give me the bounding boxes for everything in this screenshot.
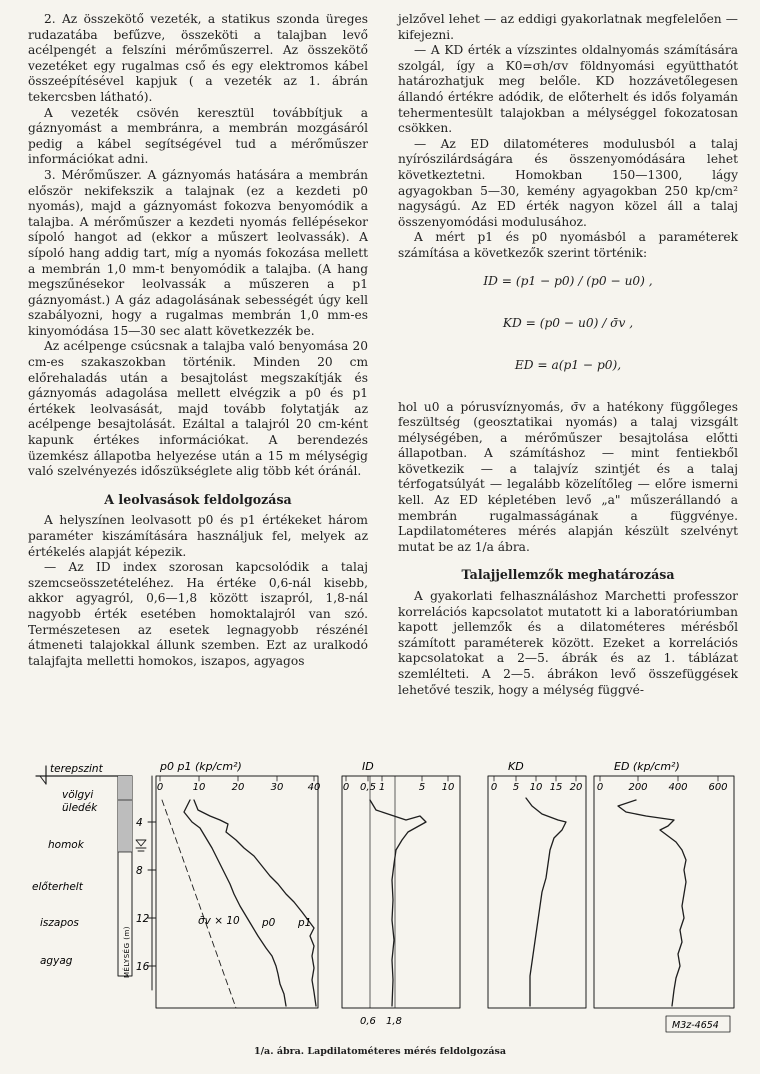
axis-tick-label: 15: [549, 782, 563, 793]
id-bottom-label: 0,6: [360, 1016, 376, 1027]
depth-tick-label: 16: [136, 961, 150, 973]
formula-kd: KD = (p0 − u0) / σ̄v ,: [502, 315, 634, 330]
panel-p0-p1: [156, 760, 320, 1008]
kd-curve: [526, 798, 566, 1006]
soil-label: előterhelt: [32, 881, 83, 893]
p1-curve: [194, 800, 316, 1006]
axis-tick-label: 200: [628, 782, 648, 793]
panel-header: ED (kp/cm²): [614, 760, 680, 773]
axis-tick-label: 10: [529, 782, 543, 793]
depth-tick-label: 4: [136, 817, 143, 829]
depth-axis-label: MÉLYSÉG (m): [123, 925, 131, 978]
paragraph: A gyakorlati felhasználáshoz Marchetti professzor korrelációs kapcsolatot mutatott ki a laboratóriumban kapott jellemzők és a dilatométeres mérésből számított paraméterek között. Ezeket a korrelációs kapcsolatokat a 2—5. ábrák és az 1. táblázat szemlélteti. A 2—5. ábrákon levő összefüggések lehetővé teszik, hogy a mélység függvé-: [398, 589, 738, 697]
ed-curve: [618, 800, 686, 1006]
paragraph: 3. Mérőműszer. A gáznyomás hatására a membrán először nekifekszik a talajnak (ez a kezdeti p0 nyomás), majd a gáznyomást fokozva benyomódik a talajba. A mérőműszer a kezdeti nyomás fellépésekor sípoló hangot ad (ekkor a műszert leolvassák). A sípoló hang addig tart, míg a nyomás fokozása mellett a membrán 1,0 mm-t benyomódik a talajba. (A hang megszűnésekor leolvassák a műszeren a p1 gáznyomást.) A gáz adagolásának sebességét úgy kell szabályozni, hogy a rugalmas membrán 1,0 mm-es kinyomódása 15—30 sec alatt következzék be.: [28, 167, 368, 338]
paragraph: — Az ID index szorosan kapcsolódik a talaj szemcseösszetételéhez. Ha értéke 0,6-nál kisebb, akkor agyagról, 0,6—1,8 között iszapról, 1,8-nál nagyobb érték esetében homoktalajról van szó. Természetesen az esetek legnagyobb részénél átmeneti talajokkal állunk szemben. Ezt az uralkodó talajfajta melletti homokos, iszapos, agyagos: [28, 560, 368, 668]
id-bottom-label: 1,8: [386, 1016, 402, 1027]
axis-tick-label: 30: [270, 782, 284, 793]
panel-kd: [488, 760, 586, 1008]
figure-caption: 1/a. ábra. Lapdilatométeres mérés feldolgozása: [253, 1046, 507, 1057]
depth-tick-label: 12: [136, 913, 150, 925]
axis-tick-label: 1: [378, 782, 386, 793]
panel-id: [342, 760, 460, 1027]
formula-ed: ED = a(p1 − p0),: [514, 357, 622, 372]
paragraph: jelzővel lehet — az eddigi gyakorlatnak megfelelően — kifejezni.: [398, 12, 738, 42]
paragraph: — Az ED dilatométeres modulusból a talaj nyírószilárdságára és összenyomódására lehet következtetni. Homokban 150—1300, lágy agyagokban 5—30, kemény agyagokban 250 kp/cm² nagyságú. Az ED érték nagyon közel áll a talaj összenyomódási modulusához.: [398, 136, 738, 229]
axis-tick-label: 600: [708, 782, 728, 793]
axis-tick-label: 10: [441, 782, 455, 793]
paragraph: A vezeték csövén keresztül továbbítjuk a gáznyomást a membránra, a membrán mozgásáról pedig a kábel segítségével tud a mérőműszer információkat adni.: [28, 105, 368, 167]
paragraph: A helyszínen leolvasott p0 és p1 értékeket három paraméter kiszámítására használjuk fel, melyek az értékelés alapját képezik.: [28, 513, 368, 559]
sv-label: σ̄v × 10: [198, 915, 240, 927]
soil-column: [32, 763, 156, 990]
axis-tick-label: 20: [231, 782, 245, 793]
axis-tick-label: 0: [156, 782, 164, 793]
panel-header: ID: [362, 760, 374, 773]
panel-frame: [342, 776, 460, 1008]
formula-id: ID = (p1 − p0) / (p0 − u0) ,: [483, 273, 653, 288]
p1-label: p1: [298, 917, 312, 929]
soil-fill-upper: [118, 776, 132, 852]
right-column: [398, 12, 738, 698]
id-curve: [370, 800, 426, 1006]
panel-frame: [156, 776, 318, 1008]
paragraph: A mért p1 és p0 nyomásból a paraméterek számítása a következők szerint történik:: [398, 230, 738, 260]
panel-header: KD: [508, 760, 524, 773]
sv-curve: [162, 800, 236, 1008]
axis-tick-label: 10: [192, 782, 206, 793]
axis-tick-label: 40: [307, 782, 321, 793]
paragraph: — A KD érték a vízszintes oldalnyomás számítására szolgál, így a K0=σh/σv földnyomási együtthatót határozhatjuk meg belőle. KD hozzávetőlegesen állandó értékre adódik, de előterhelt és idős folyamán tehermentesült talajokban a mélységgel fokozatosan csökken.: [398, 43, 738, 136]
axis-tick-label: 5: [512, 782, 520, 793]
axis-tick-label: 20: [569, 782, 583, 793]
soil-label: iszapos: [40, 917, 79, 929]
axis-tick-label: 0,5: [360, 782, 376, 793]
panel-frame: [594, 776, 734, 1008]
axis-tick-label: 0: [490, 782, 498, 793]
p0-curve: [184, 800, 286, 1006]
panel-header: p0 p1 (kp/cm²): [160, 760, 242, 773]
panel-ed: [594, 760, 734, 1008]
soil-label: üledék: [62, 802, 98, 814]
dilatometer-figure: [22, 760, 742, 1042]
soil-label: homok: [48, 839, 84, 851]
section-title: A leolvasások feldolgozása: [104, 491, 292, 507]
axis-tick-label: 400: [668, 782, 688, 793]
ground-marker-tick: [40, 776, 46, 784]
p0-label: p0: [262, 917, 276, 929]
axis-tick-label: 5: [418, 782, 426, 793]
soil-label: terepszint: [50, 763, 103, 775]
paragraph: Az acélpenge csúcsnak a talajba való benyomása 20 cm-es szakaszokban történik. Minden 20 cm előrehaladás után a besajtolást megszakítják és gáznyomás adagolása mellett elvégzik a p0 és p1 értékek leolvasását, majd tovább folytatják az acélpenge besajtolását. Ezáltal a talajról 20 cm-ként kapunk értékes információkat. A berendezés üzemkész állapotba helyezése után a 15 m mélységig való szelvényezés időszükséglete alig több két óránál.: [28, 339, 368, 479]
water-table-icon: [136, 840, 146, 851]
depth-tick-label: 8: [136, 865, 143, 877]
figure-code: M3z-4654: [672, 1020, 719, 1031]
left-column: [28, 12, 368, 669]
section-title: Talajjellemzők meghatározása: [461, 567, 675, 583]
paragraph: hol u0 a pórusvíznyomás, σ̄v a hatékony függőleges feszültség (geosztatikai nyomás) a talaj vizsgált mélységében, a mérőműszer besajtolása előtti állapotban. A számításhoz — mint fentiekből következik — a talajvíz szintjét és a talaj térfogatsúlyát — legalább közelítőleg — előre ismerni kell. Az ED képletében levő „a" műszerállandó a membrán rugalmasságának a függvénye. Lapdilatométeres mérés alapján készült szelvényt mutat be az 1/a ábra.: [398, 399, 738, 554]
paragraph: 2. Az összekötő vezeték, a statikus szonda üreges rudazatába befűzve, összeköti a talajban levő acélpengét a felszíni mérőműszerrel. Az összekötő vezetéket egy rugalmas cső és egy elektromos kábel összeépítésével kapjuk ( a vezeték az 1. ábrán tekercsben látható).: [28, 12, 368, 104]
axis-tick-label: 0: [342, 782, 350, 793]
axis-tick-label: 0: [596, 782, 604, 793]
soil-label: völgyi: [62, 789, 94, 801]
soil-label: agyag: [40, 955, 73, 967]
